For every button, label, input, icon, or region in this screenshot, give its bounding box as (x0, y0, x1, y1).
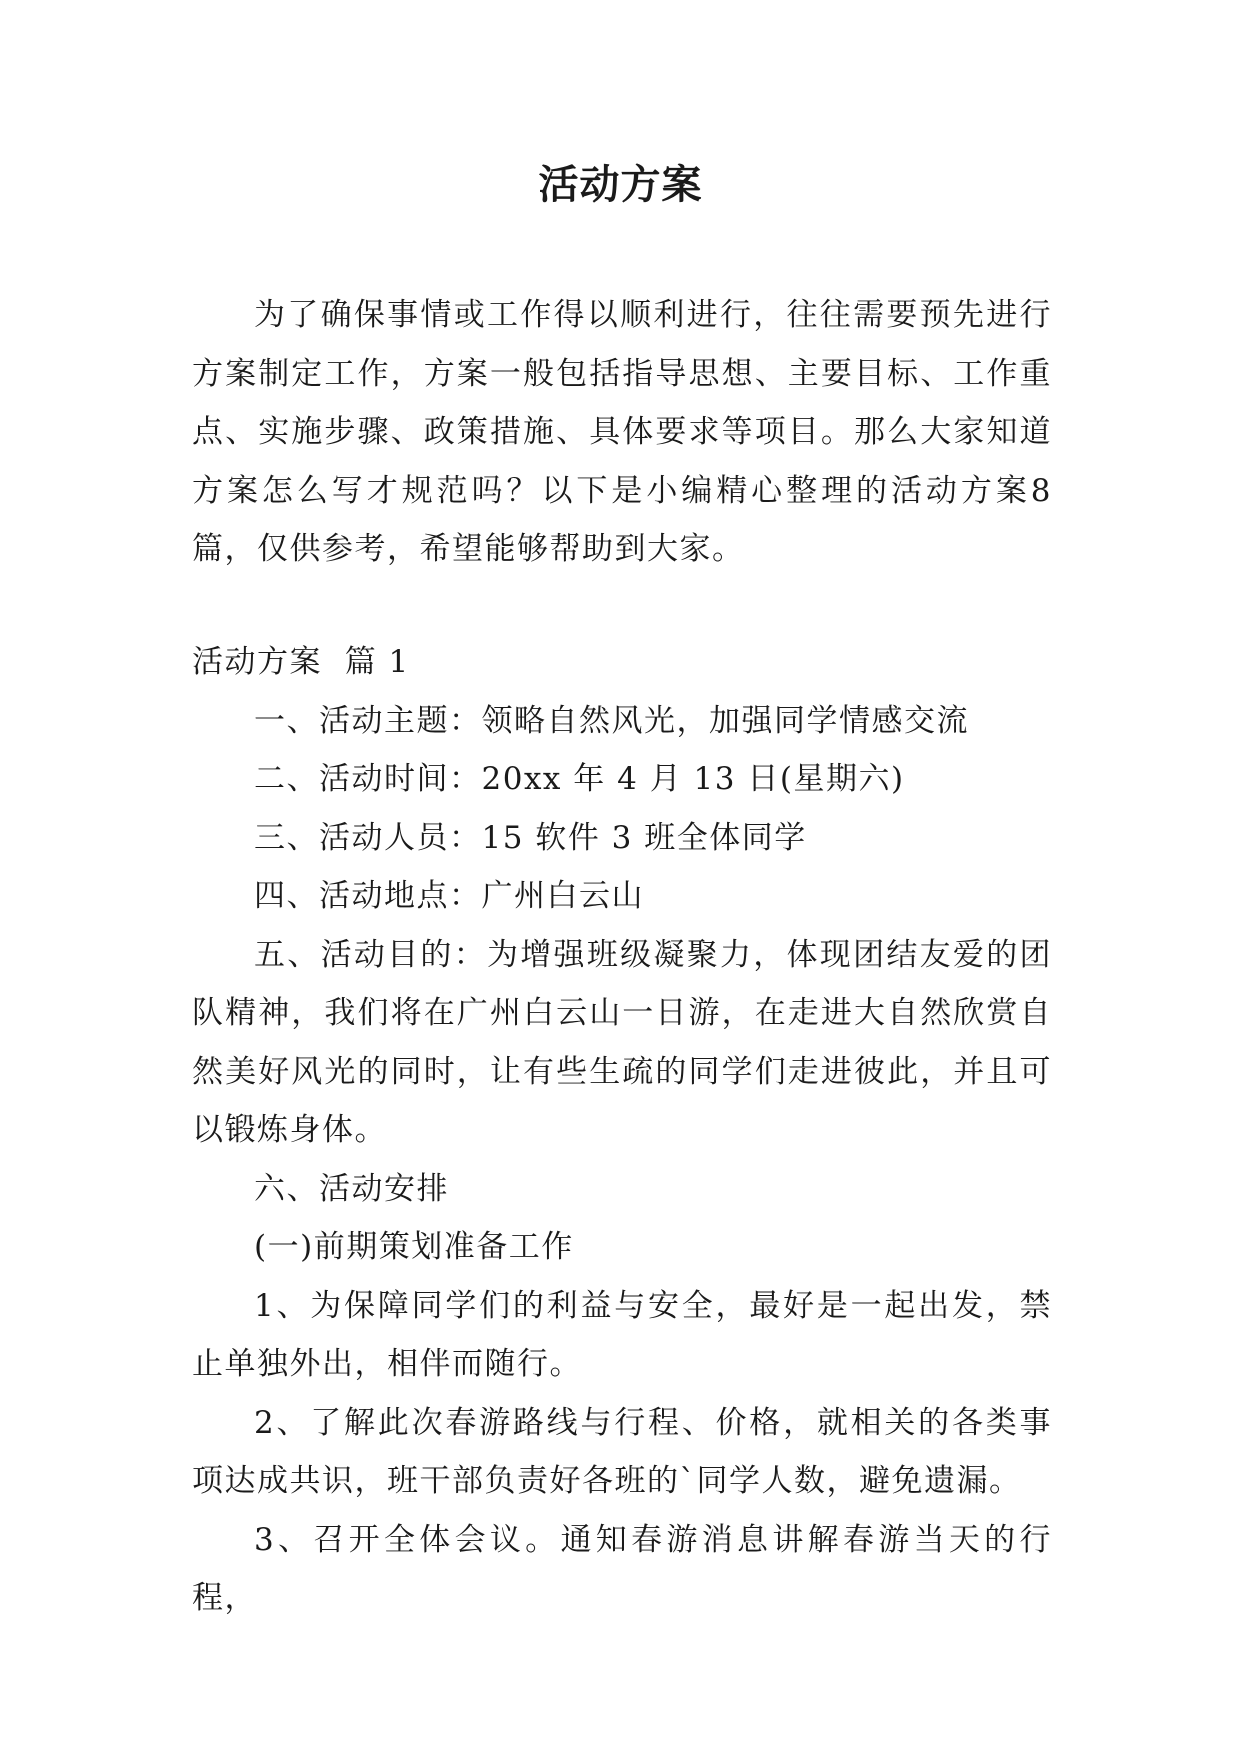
section-heading: 活动方案 篇 1 (192, 644, 410, 680)
item-step-1: 1、为保障同学们的利益与安全，最好是一起出发，禁止单独外出，相伴而随行。 (192, 1287, 1052, 1382)
item-time: 二、活动时间：20xx 年 4 月 13 日(星期六) (254, 761, 905, 797)
item-step-2: 2、了解此次春游路线与行程、价格，就相关的各类事项达成共识，班干部负责好各班的`同学人数，避免遗漏。 (192, 1404, 1052, 1499)
section-1 (192, 633, 1052, 1628)
intro-paragraph: 为了确保事情或工作得以顺利进行，往往需要预先进行方案制定工作，方案一般包括指导思想、主要目标、工作重点、实施步骤、政策措施、具体要求等项目。那么大家知道方案怎么写才规范吗？以下是小编精心整理的活动方案8篇，仅供参考，希望能够帮助到大家。 (192, 297, 1052, 567)
item-location: 四、活动地点：广州白云山 (254, 878, 644, 914)
document-title: 活动方案 (538, 161, 703, 208)
item-participants: 三、活动人员：15 软件 3 班全体同学 (254, 819, 807, 856)
item-purpose: 五、活动目的：为增强班级凝聚力，体现团结友爱的团队精神，我们将在广州白云山一日游，在走进大自然欣赏自然美好风光的同时，让有些生疏的同学们走进彼此，并且可以锻炼身体。 (192, 936, 1052, 1148)
item-theme: 一、活动主题：领略自然风光，加强同学情感交流 (254, 702, 969, 739)
intro-block (192, 286, 1052, 579)
item-arrangement: 六、活动安排 (254, 1170, 449, 1207)
item-preparation: (一)前期策划准备工作 (254, 1229, 574, 1265)
item-step-3: 3、召开全体会议。通知春游消息讲解春游当天的行程， (192, 1521, 1052, 1616)
